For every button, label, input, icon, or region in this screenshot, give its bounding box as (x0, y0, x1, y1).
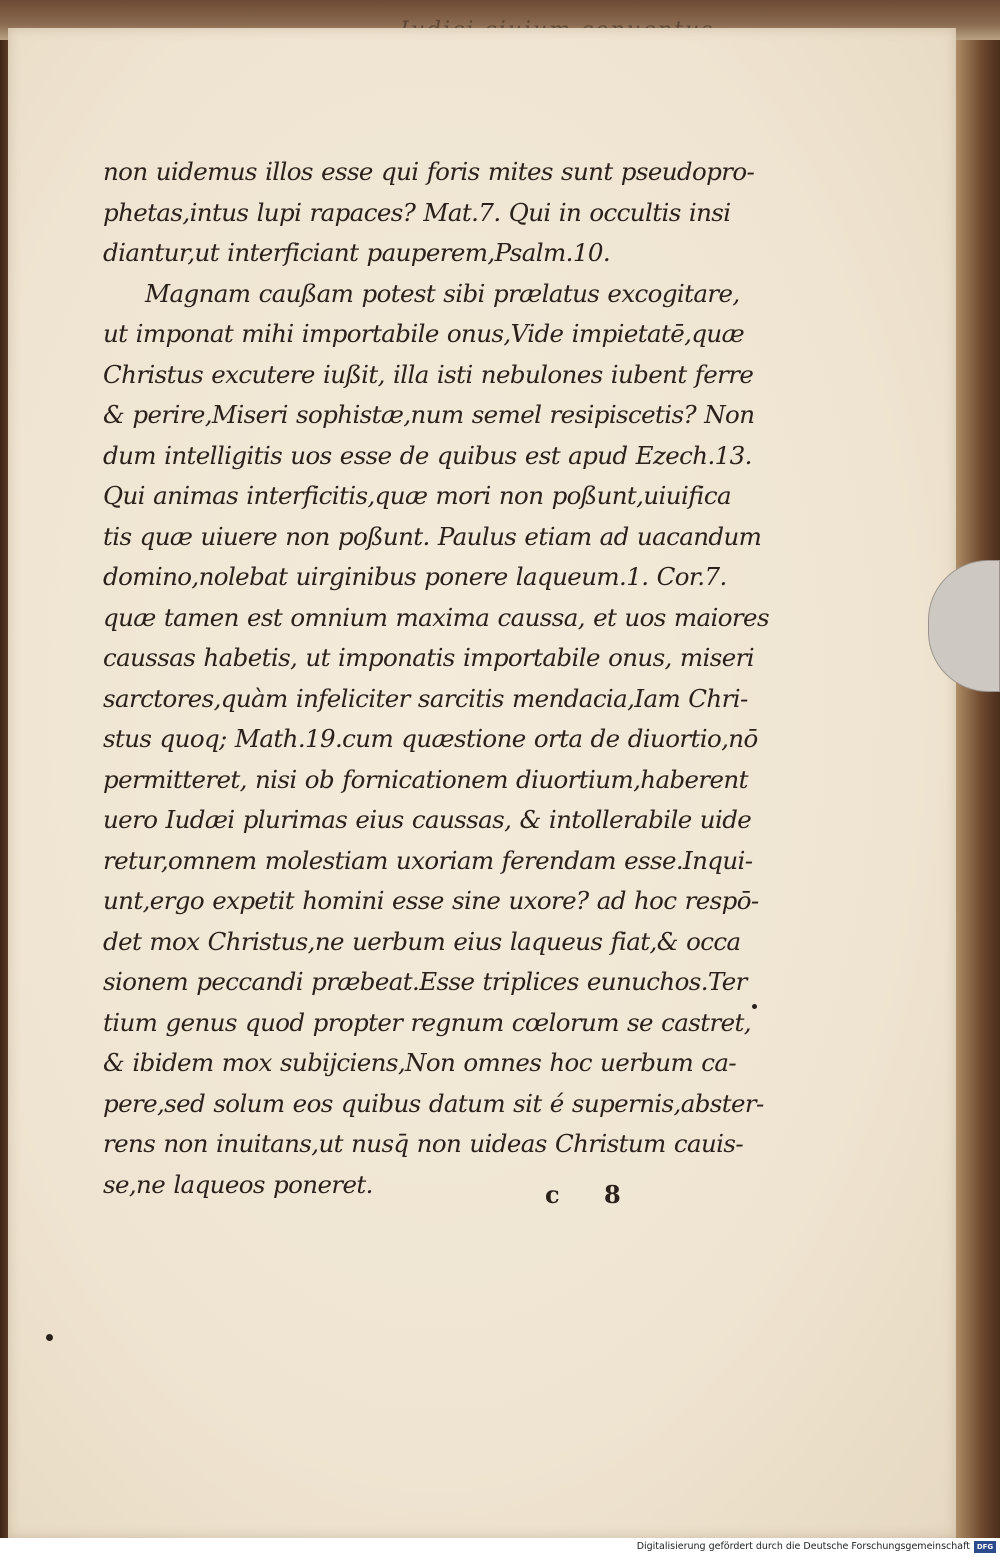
footer-credit: Digitalisierung gefördert durch die Deutsche Forschungsgemeinschaft (636, 1541, 970, 1552)
text-line: uero Iudæi plurimas eius caussas, & intollerabile uide (103, 805, 752, 834)
text-line: sionem peccandi præbeat.Esse triplices eunuchos.Ter (103, 967, 747, 996)
signature-mark: c 8 (545, 1180, 639, 1209)
text-line: permitteret, nisi ob fornicationem diuortium,haberent (103, 764, 748, 794)
text-line: tis quæ uiuere non poßunt. Paulus etiam ad uacandum (103, 521, 762, 551)
text-line: Magnam caußam potest sibi prælatus excogitare, (145, 278, 740, 308)
text-line: dum intelligitis uos esse de quibus est apud Ezech.13. (103, 440, 752, 470)
text-line: rens non inuitans,ut nusq̄ non uideas Christum cauis- (103, 1129, 744, 1158)
text-line: non uidemus illos esse qui foris mites sunt pseudopro- (103, 157, 755, 186)
footer-bar (0, 1538, 1000, 1557)
text-line: tium genus quod propter regnum cœlorum se castret, (103, 1007, 751, 1037)
text-line: quæ tamen est omnium maxima caussa, et uos maiores (103, 602, 769, 632)
text-line: domino,nolebat uirginibus ponere laqueum.1. Cor.7. (103, 562, 727, 591)
text-line: unt,ergo expetit homini esse sine uxore? ad hoc respō- (103, 886, 759, 915)
text-line: se,ne laqueos poneret. (103, 1169, 373, 1199)
text-line: caussas habetis, ut imponatis importabile onus, miseri (103, 643, 755, 672)
text-line: det mox Christus,ne uerbum eius laqueus fiat,& occa (103, 926, 741, 956)
text-line: & ibidem mox subijciens,Non omnes hoc uerbum ca- (103, 1048, 737, 1077)
text-line: Christus excutere iußit, illa isti nebulones iubent ferre (103, 359, 754, 389)
page-text (103, 152, 769, 1205)
text-line: & perire,Miseri sophistæ,num semel resipiscetis? Non (103, 400, 755, 429)
ink-speck (752, 1004, 757, 1009)
text-line: Qui animas interficitis,quæ mori non poßunt,uiuifica (103, 481, 732, 510)
text-line: phetas,intus lupi rapaces? Mat.7. Qui in occultis insi (103, 197, 731, 227)
dfg-logo-icon: DFG (974, 1541, 996, 1553)
text-line: ut imponat mihi importabile onus,Vide impietatē,quæ (103, 319, 745, 348)
text-line: pere,sed solum eos quibus datum sit é supernis,abster- (103, 1088, 764, 1118)
text-line: stus quoq; Math.19.cum quæstione orta de diuortio,nō (103, 724, 758, 753)
ink-speck (46, 1334, 53, 1341)
text-line: sarctores,quàm infeliciter sarcitis mendacia,Iam Chri- (103, 683, 748, 713)
text-line: retur,omnem molestiam uxoriam ferendam esse.Inqui- (103, 845, 753, 875)
text-line: diantur,ut interficiant pauperem,Psalm.10. (103, 238, 611, 267)
